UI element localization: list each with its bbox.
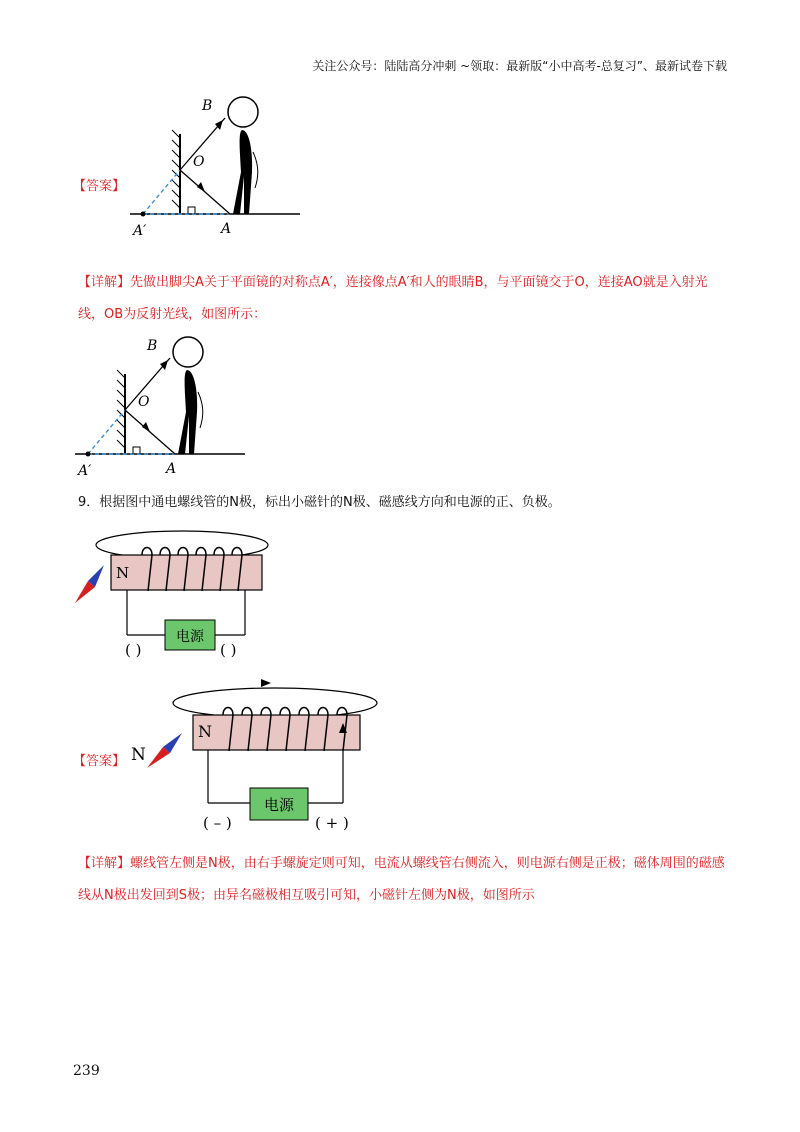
left-sign: ( – ) <box>203 814 232 832</box>
label-O: O <box>193 154 205 170</box>
detail-paragraph-q9 <box>78 848 728 912</box>
solenoid-diagram-question <box>70 525 290 665</box>
detail-label: 【详解】 <box>78 275 131 290</box>
detail-text: 螺线管左侧是N极，由右手螺旋定则可知，电流从螺线管右侧流入，则电源右侧是正极；磁体周围的磁感线从N极出发回到S极；由异名磁极相互吸引可知，小磁针左侧为N极，如图所示 <box>78 856 725 903</box>
page-header: 关注公众号：陆陆高分冲刺 ~领取：最新版“小中高考-总复习”、最新试卷下载 <box>312 59 727 73</box>
label-O: O <box>138 394 150 410</box>
mirror-reflection-diagram-detail <box>70 330 250 480</box>
solenoid-diagram-answer <box>125 675 385 835</box>
label-A-prime: A′ <box>133 223 147 239</box>
page-number: 239 <box>73 1063 100 1079</box>
power-label: 电源 <box>263 796 295 814</box>
power-label: 电源 <box>176 629 204 645</box>
compass-needle <box>75 565 104 603</box>
label-B: B <box>202 98 213 114</box>
pole-label: N <box>116 564 130 582</box>
needle-n-label: N <box>131 745 146 765</box>
question-9: 9．根据图中通电螺线管的N极，标出小磁针的N极、磁感线方向和电源的正、负极。 <box>78 495 561 510</box>
left-blank: ( ) <box>125 641 142 659</box>
right-sign: ( + ) <box>315 814 349 832</box>
right-blank: ( ) <box>220 641 237 659</box>
answer-label: 【答案】 <box>73 179 126 194</box>
label-A: A <box>166 461 177 477</box>
detail-paragraph-q8 <box>78 267 728 331</box>
answer-label: 【答案】 <box>73 754 126 769</box>
label-A: A <box>221 221 232 237</box>
mirror-reflection-diagram-answer <box>125 90 305 240</box>
compass-needle-answer <box>147 733 182 768</box>
detail-label: 【详解】 <box>78 856 131 871</box>
label-A-prime: A′ <box>78 463 92 479</box>
detail-text: 先做出脚尖A关于平面镜的对称点A′，连接像点A′和人的眼睛B，与平面镜交于O，连接AO就是入射光线，OB为反射光线，如图所示： <box>78 275 708 322</box>
label-B: B <box>147 338 158 354</box>
pole-label: N <box>198 722 212 741</box>
